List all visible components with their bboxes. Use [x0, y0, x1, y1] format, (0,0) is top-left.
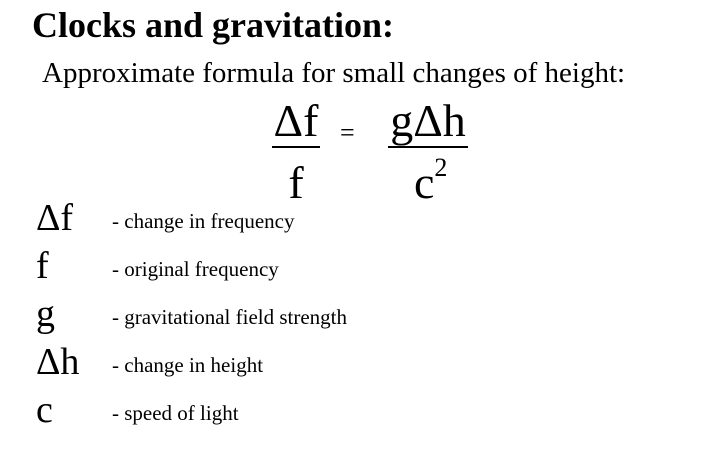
definition-symbol: Δh — [36, 341, 80, 383]
formula-left-denominator: f — [288, 157, 304, 208]
formula-right-denominator-exponent: 2 — [434, 153, 448, 182]
definition-symbol: Δf — [36, 197, 74, 239]
formula-right-denominator-base: c — [414, 157, 435, 208]
definition-description: - change in frequency — [112, 209, 295, 233]
definition-symbol: g — [36, 293, 55, 335]
page-subtitle: Approximate formula for small changes of height: — [42, 57, 626, 89]
definition-description: - speed of light — [112, 401, 239, 425]
formula-left-numerator: Δf — [273, 95, 319, 146]
formula-left-fraction — [268, 95, 324, 208]
page-title: Clocks and gravitation: — [32, 5, 395, 45]
formula-right-denominator — [380, 153, 476, 213]
formula-equals-sign: = — [340, 118, 355, 147]
definition-description: - gravitational field strength — [112, 305, 348, 329]
definition-description: - original frequency — [112, 257, 279, 281]
definition-symbol: c — [36, 389, 53, 431]
definition-description: - change in height — [112, 353, 264, 377]
formula-right-fraction — [380, 95, 476, 213]
formula-right-numerator: gΔh — [390, 95, 466, 146]
definition-symbol: f — [36, 245, 49, 287]
